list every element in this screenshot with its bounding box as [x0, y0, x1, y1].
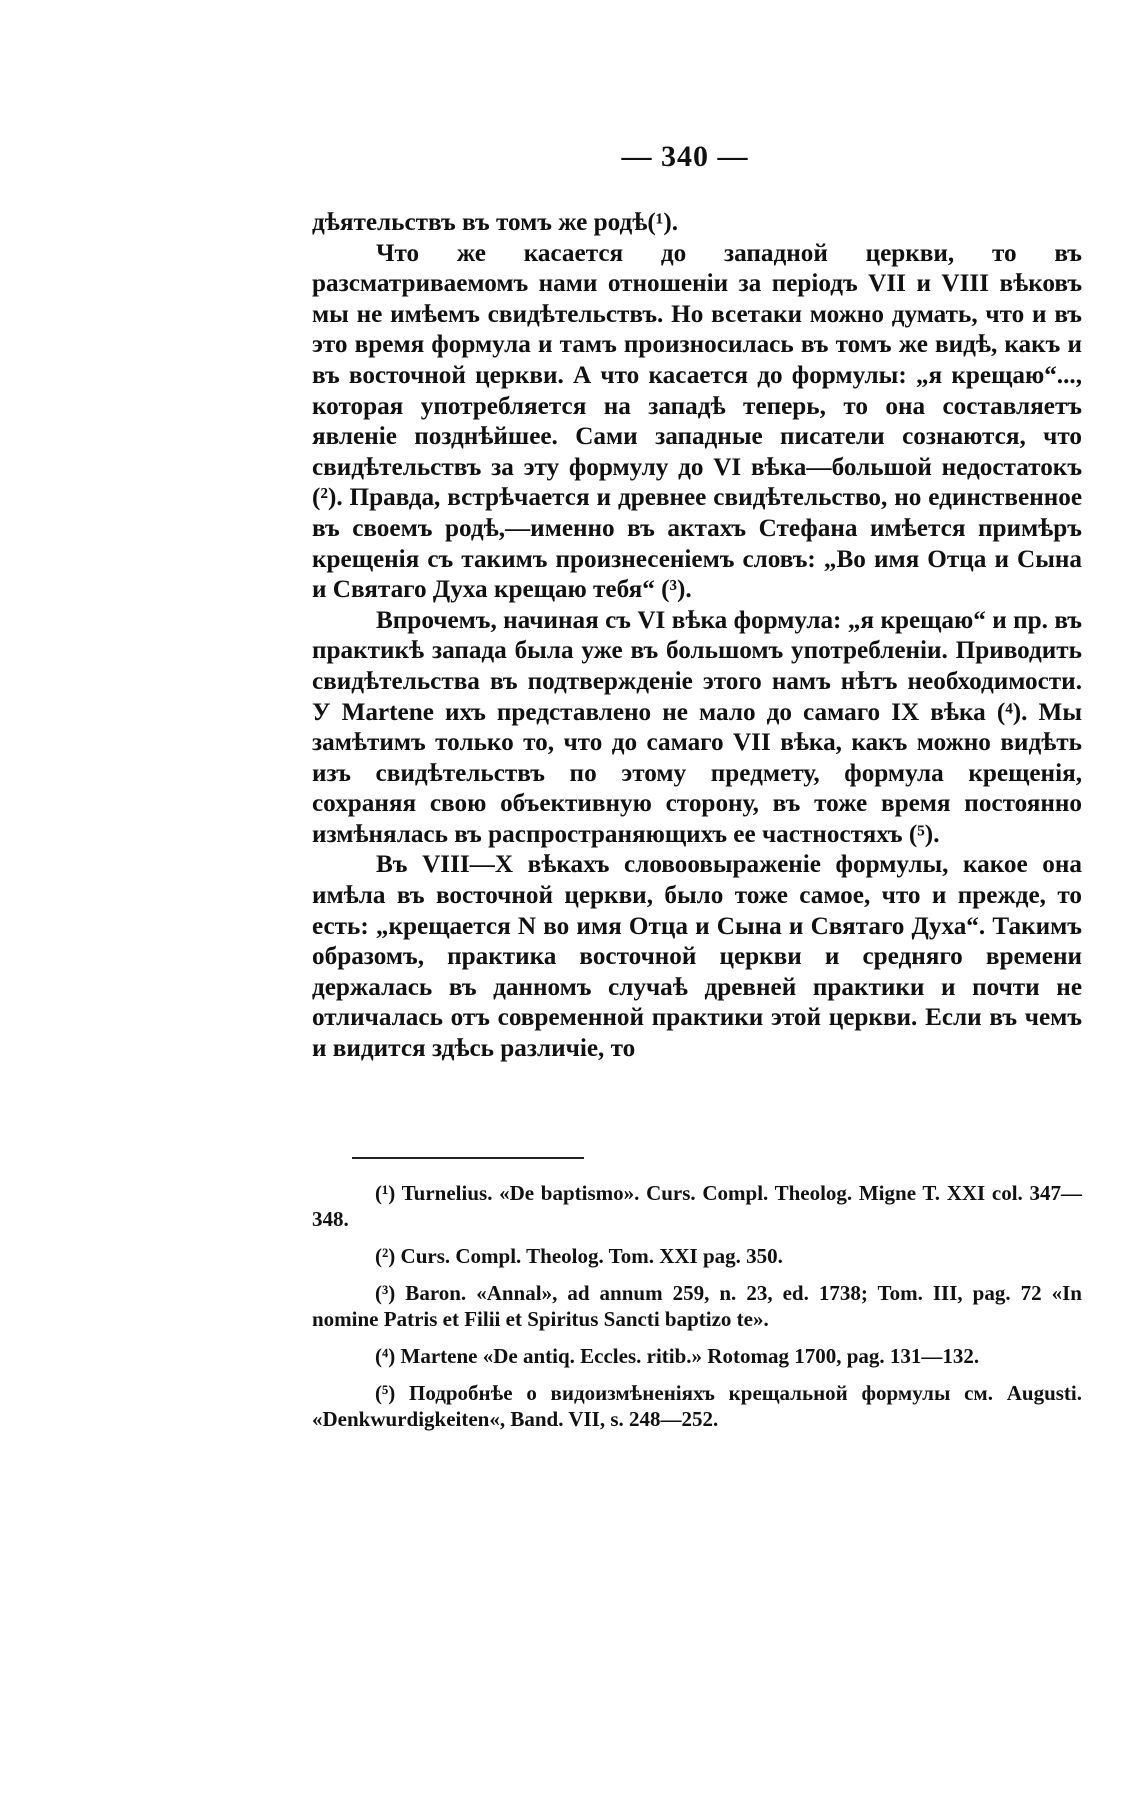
main-text [312, 208, 1082, 1065]
page-number: — 340 — [621, 140, 749, 173]
footnote-separator [352, 1157, 584, 1159]
footnotes [312, 1180, 1082, 1443]
footnote-4: (⁴) Martene «De antiq. Eccles. ritib.» Rotomag 1700, pag. 131—132. [375, 1344, 980, 1368]
paragraph-continuation: дѣятельствъ въ томъ же родѣ(¹). [312, 209, 679, 236]
footnote-5: (⁵) Подробнѣе о видоизмѣненіяхъ крещальной формулы см. Augusti. «Denkwurdigkeiten«, Band. VII, s. 248—252. [312, 1381, 1082, 1431]
paragraph: Впрочемъ, начиная съ VI вѣка формула: „я крещаю“ и пр. въ практикѣ запада была уже въ большомъ употребленіи. Приводить свидѣтельства въ подтвержденіе этого намъ нѣтъ необходимости. У Martene ихъ представлено не мало до самаго IX вѣка (⁴). Мы замѣтимъ только то, что до самаго VII вѣка, какъ можно видѣть изъ свидѣтельствъ по этому предмету, формула крещенія, сохраняя свою объективную сторону, въ тоже время постоянно измѣнялась въ распространяющихъ ее частностяхъ (⁵). [312, 606, 1082, 848]
footnote-1: (¹) Turnelius. «De baptismo». Curs. Compl. Theolog. Migne T. XXI col. 347—348. [312, 1181, 1082, 1231]
paragraph: Въ VIII—X вѣкахъ словоовыраженіе формулы, какое она имѣла въ восточной церкви, было тоже самое, что и прежде, то есть: „крещается N во имя Отца и Сына и Святаго Духа“. Такимъ образомъ, практика восточной церкви и средняго времени держалась въ данномъ случаѣ древней практики и почти не отличалась отъ современной практики этой церкви. Если въ чемъ и видится здѣсь различіе, то [312, 851, 1082, 1063]
footnote-2: (²) Curs. Compl. Theolog. Tom. XXI pag. 350. [375, 1244, 783, 1268]
paragraph: Что же касается до западной церкви, то въ разсматриваемомъ нами отношеніи за періодъ VII и VIII вѣковъ мы не имѣемъ свидѣтельствъ. Но всетаки можно думать, что и въ это время формула и тамъ произносилась въ томъ же видѣ, какъ и въ восточной церкви. А что касается до формулы: „я крещаю“..., которая употребляется на западѣ теперь, то она составляетъ явленіе позднѣйшее. Сами западные писатели сознаются, что свидѣтельствъ за эту формулу до VI вѣка—большой недостатокъ (²). Правда, встрѣчается и древнее свидѣтельство, но единственное въ своемъ родѣ,—именно въ актахъ Стефана имѣется примѣръ крещенія съ такимъ произнесеніемъ словъ: „Во имя Отца и Сына и Святаго Духа крещаю тебя“ (³). [312, 239, 1082, 604]
footnote-3: (³) Baron. «Annal», ad annum 259, n. 23, ed. 1738; Tom. III, pag. 72 «In nomine Patris et Filii et Spiritus Sancti baptizo te». [312, 1281, 1082, 1331]
